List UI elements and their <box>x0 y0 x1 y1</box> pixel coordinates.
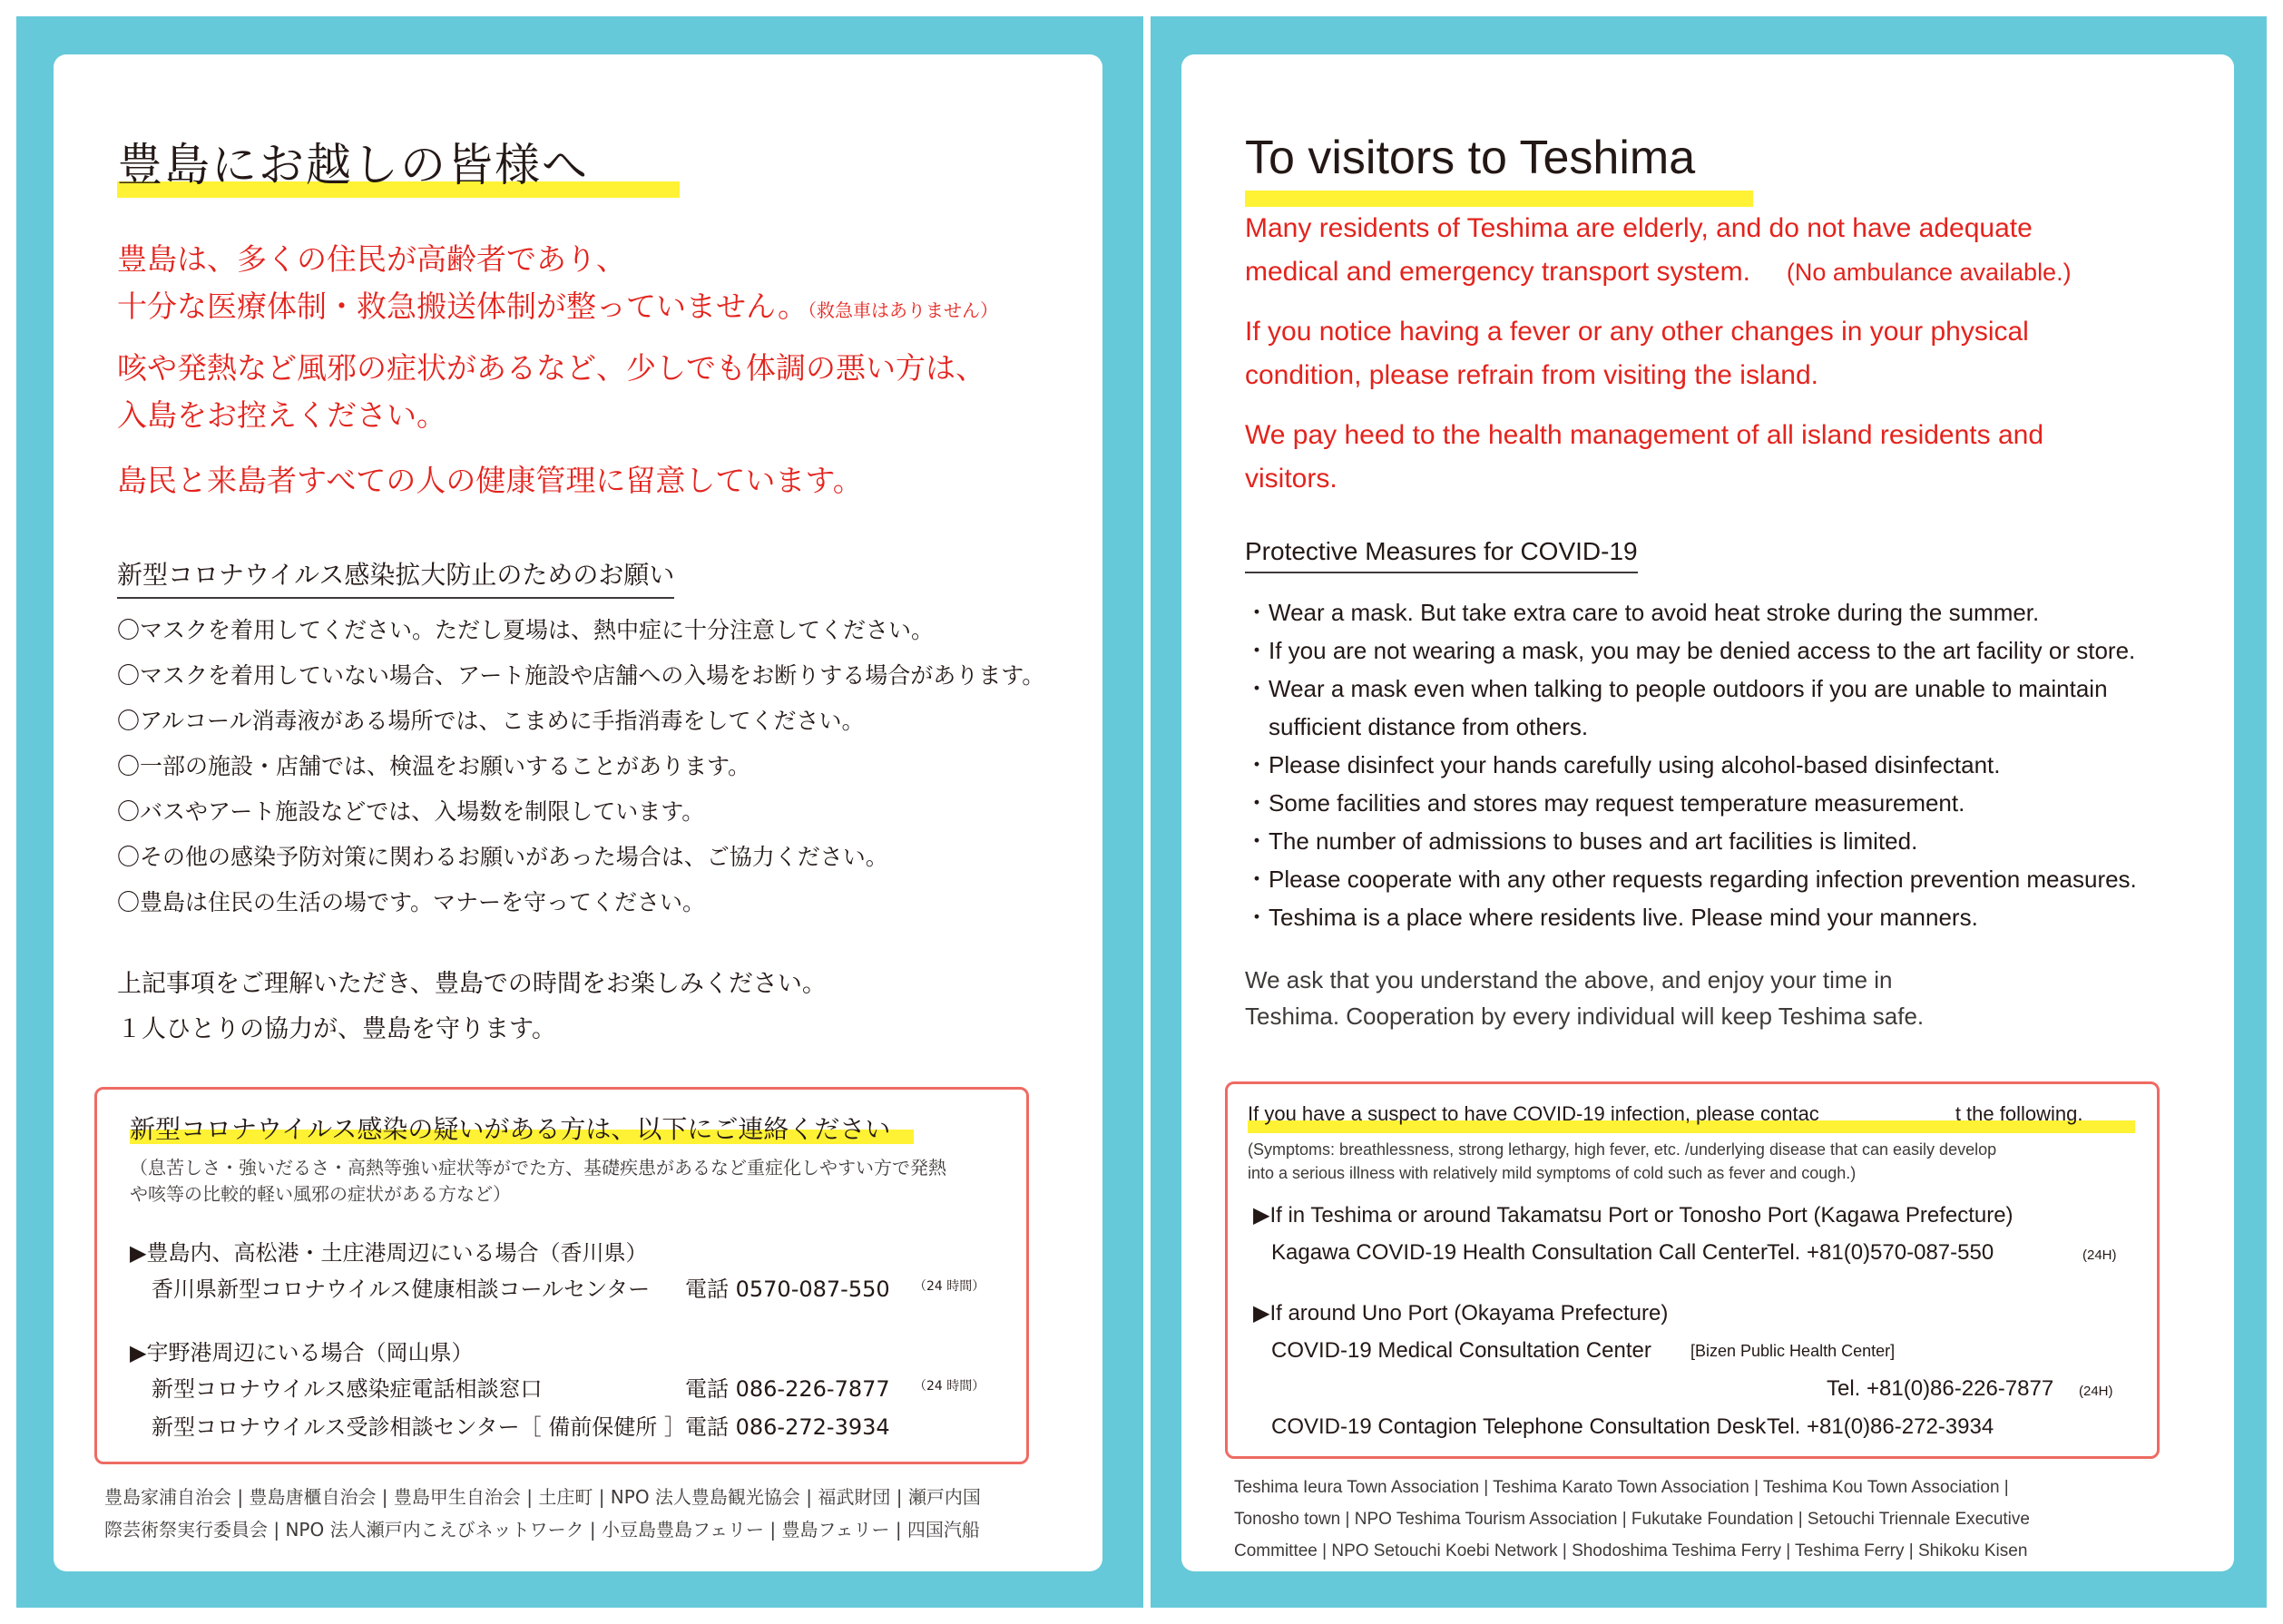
japanese-card <box>54 54 1102 1571</box>
closing-line-2: １人ひとりの協力が、豊島を守ります。 <box>117 1015 556 1043</box>
closing-line-1: 上記事項をご理解いただき、豊島での時間をお楽しみください。 <box>117 970 827 998</box>
organizations-line-2: Tonosho town | NPO Teshima Tourism Association | Fukutake Foundation | Setouchi Triennale Executive <box>1234 1510 2030 1529</box>
list-item: ・Some facilities and stores may request temperature measurement. <box>1245 789 1965 817</box>
page-title-en: To visitors to Teshima <box>1245 132 1696 184</box>
list-item: 〇マスクを着用してください。ただし夏場は、熱中症に十分注意してください。 <box>117 617 935 643</box>
okayama-hours-1: (24H) <box>2079 1384 2113 1399</box>
symptoms-line-2: や咳等の比較的軽い風邪の症状がある方など） <box>130 1183 511 1205</box>
contact-box-en <box>1225 1081 2160 1459</box>
list-item: 〇バスやアート施設などでは、入場数を制限しています。 <box>117 798 705 825</box>
okayama-tel-2: 電話 086-272-3934 <box>685 1414 890 1440</box>
notice-line-3: 咳や発熱など風邪の症状があるなど、少しでも体調の悪い方は、 <box>117 350 985 386</box>
notice-line-6: visitors. <box>1245 464 1337 494</box>
list-item: 〇アルコール消毒液がある場所では、こまめに手指消毒をしてください。 <box>117 708 865 734</box>
kagawa-hours: (24H) <box>2082 1247 2117 1263</box>
notice-line-4: 入島をお控えください。 <box>117 397 446 433</box>
japanese-panel <box>16 16 1143 1608</box>
notice-line-1: 豊島は、多くの住民が高齢者であり、 <box>117 241 626 277</box>
area-kagawa-heading: ▶豊島内、高松港・土庄港周辺にいる場合（香川県） <box>130 1240 648 1266</box>
contact-title-jp: 新型コロナウイルス感染の疑いがある方は、以下にご連絡ください <box>130 1114 891 1144</box>
list-item: ・Wear a mask. But take extra care to avoid heat stroke during the summer. <box>1245 599 2040 626</box>
list-item: ・Wear a mask even when talking to people outdoors if you are unable to maintain <box>1245 675 2108 702</box>
symptoms-line-1: （息苦しさ・強いだるさ・高熱等強い症状等がでた方、基礎疾患があるなど重症化しやすい方で発熱 <box>130 1157 946 1179</box>
okayama-center-1-note: [Bizen Public Health Center] <box>1690 1342 1896 1360</box>
kagawa-center: 香川県新型コロナウイルス健康相談コールセンター <box>152 1277 651 1302</box>
contact-title-en: If you have a suspect to have COVID-19 infection, please contac t the following. <box>1248 1102 2083 1125</box>
symptoms-line-1: (Symptoms: breathlessness, strong lethargy, high fever, etc. /underlying disease that can easily develop <box>1248 1140 1997 1159</box>
notice-line-4: condition, please refrain from visiting the island. <box>1245 360 1818 390</box>
closing-line-2: Teshima. Cooperation by every individual will keep Teshima safe. <box>1245 1003 1925 1030</box>
organizations-line-3: Committee | NPO Setouchi Koebi Network | Shodoshima Teshima Ferry | Teshima Ferry | Shikoku Kisen <box>1234 1541 2028 1560</box>
kagawa-tel: 電話 0570-087-550 <box>685 1277 890 1302</box>
okayama-center-1: COVID-19 Medical Consultation Center <box>1271 1338 1651 1363</box>
notice-line-5: We pay heed to the health management of all island residents and <box>1245 420 2044 450</box>
no-ambulance-note: （救急車はありません） <box>807 299 998 321</box>
okayama-center-2: COVID-19 Contagion Telephone Consultation Desk <box>1271 1414 1767 1439</box>
english-card <box>1181 54 2234 1571</box>
list-item: ・Teshima is a place where residents live. Please mind your manners. <box>1245 904 1978 931</box>
list-item: sufficient distance from others. <box>1269 713 1589 740</box>
okayama-center-2: 新型コロナウイルス受診相談センター［ 備前保健所 ］ <box>152 1414 686 1440</box>
list-item: ・Please cooperate with any other requests regarding infection prevention measures. <box>1245 866 2137 893</box>
section-title-en: Protective Measures for COVID-19 <box>1245 537 1638 573</box>
measure-list-en <box>1245 593 2137 936</box>
organizations-line-2: 際芸術祭実行委員会 | NPO 法人瀬戸内こえびネットワーク | 小豆島豊島フェリー | 豊島フェリー | 四国汽船 <box>104 1519 980 1541</box>
notice-line-2: 十分な医療体制・救急搬送体制が整っていません。（救急車はありません） <box>117 289 998 324</box>
english-panel <box>1151 16 2267 1608</box>
list-item: ・The number of admissions to buses and art facilities is limited. <box>1245 827 1918 855</box>
area-okayama-heading: ▶宇野港周辺にいる場合（岡山県） <box>130 1340 474 1365</box>
okayama-center-1: 新型コロナウイルス感染症電話相談窓口 <box>152 1376 543 1402</box>
page-title-jp: 豊島にお越しの皆様へ <box>117 139 589 191</box>
section-title-jp: 新型コロナウイルス感染拡大防止のためのお願い <box>117 555 674 599</box>
list-item: 〇一部の施設・店舗では、検温をお願いすることがあります。 <box>117 753 751 779</box>
no-ambulance-note: (No ambulance available.) <box>1786 259 2072 286</box>
list-item: 〇その他の感染予防対策に関わるお願いがあった場合は、ご協力ください。 <box>117 844 888 870</box>
closing-line-1: We ask that you understand the above, and enjoy your time in <box>1245 966 1893 993</box>
okayama-tel-1: 電話 086-226-7877 <box>685 1376 890 1402</box>
list-item: ・If you are not wearing a mask, you may be denied access to the art facility or store. <box>1245 637 2136 664</box>
area-okayama-heading: ▶If around Uno Port (Okayama Prefecture) <box>1253 1301 1669 1326</box>
okayama-hours-1: （24 時間） <box>914 1379 985 1394</box>
okayama-tel-2: Tel. +81(0)86-272-3934 <box>1767 1414 1994 1439</box>
notice-line-3: If you notice having a fever or any other changes in your physical <box>1245 317 2029 347</box>
request-list-jp <box>117 608 1044 925</box>
contact-box-jp <box>94 1087 1029 1464</box>
symptoms-line-2: into a serious illness with relatively mild symptoms of cold such as fever and cough.) <box>1248 1164 1857 1182</box>
title-highlight <box>1245 191 1753 207</box>
organizations-line-1: Teshima Ieura Town Association | Teshima Karato Town Association | Teshima Kou Town Association | <box>1234 1478 2009 1497</box>
organizations-line-1: 豊島家浦自治会 | 豊島唐櫃自治会 | 豊島甲生自治会 | 土庄町 | NPO 法人豊島観光協会 | 福武財団 | 瀬戸内国 <box>104 1486 981 1508</box>
list-item: ・Please disinfect your hands carefully using alcohol-based disinfectant. <box>1245 751 2001 778</box>
notice-line-5: 島民と来島者すべての人の健康管理に留意しています。 <box>117 463 863 498</box>
kagawa-tel: Tel. +81(0)570-087-550 <box>1767 1240 1994 1265</box>
kagawa-center: Kagawa COVID-19 Health Consultation Call Center <box>1271 1240 1768 1265</box>
list-item: 〇マスクを着用していない場合、アート施設や店舗への入場をお断りする場合があります。 <box>117 662 1045 689</box>
list-item: 〇豊島は住民の生活の場です。マナーを守ってください。 <box>117 889 706 915</box>
okayama-tel-1: Tel. +81(0)86-226-7877 <box>1827 1376 2054 1401</box>
kagawa-hours: （24 時間） <box>914 1279 985 1294</box>
notice-line-2: medical and emergency transport system. (No ambulance available.) <box>1245 257 2072 287</box>
notice-line-1: Many residents of Teshima are elderly, and do not have adequate <box>1245 213 2033 243</box>
area-kagawa-heading: ▶If in Teshima or around Takamatsu Port or Tonosho Port (Kagawa Prefecture) <box>1253 1203 2014 1228</box>
